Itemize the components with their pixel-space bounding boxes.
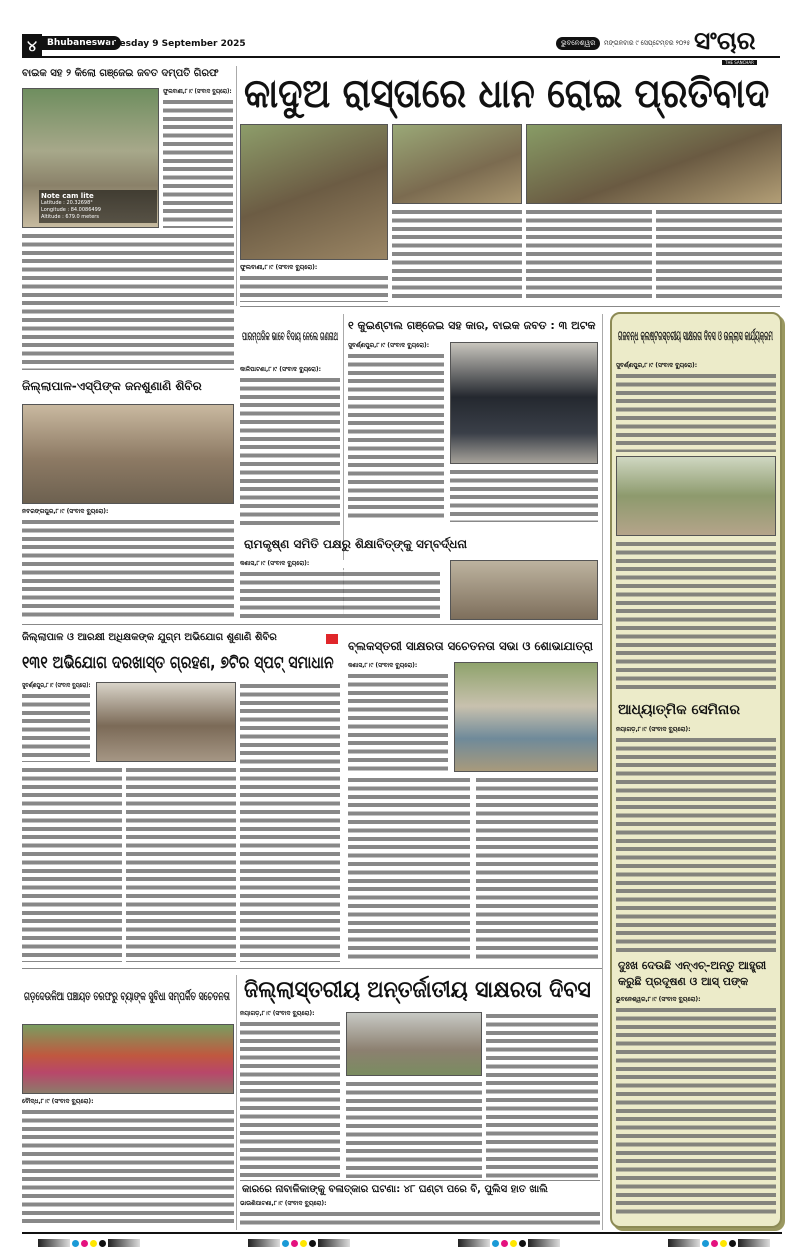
column-divider <box>236 975 237 1230</box>
red-marker <box>326 634 338 644</box>
photo-rally <box>454 662 598 772</box>
dateline: କଣାସ,୮।୯ (ସଂବାଦ ବ୍ୟୁରୋ): <box>348 662 448 670</box>
section-divider <box>240 306 780 307</box>
headline-block-literacy: ବ୍ଲକସ୍ତରୀ ସାକ୍ଷରତା ସଚେତନତା ସଭା ଓ ଶୋଭାଯାତ୍ରା <box>348 639 594 653</box>
city-badge: Bhubaneswar <box>42 36 121 50</box>
subhead-nh-pollution: କରୁଛି ପ୍ରଦୂଷଣ ଓ ଆସ୍ ପଙ୍କ <box>618 976 776 989</box>
headline-jan-shunani: ଜିଲ୍ଲାପାଳ-ଏସ୍‌ପିଙ୍କ ଜନଶୁଣାଣି ଶିବିର <box>22 379 202 393</box>
photo-bank-meeting <box>22 1024 234 1094</box>
article-body <box>22 692 90 762</box>
article-body <box>22 1108 234 1226</box>
kicker-joint-camp: ଜିଲ୍ଲାପାଳ ଓ ଆରକ୍ଷୀ ଅଧିକ୍ଷକଙ୍କ ଯୁଗ୍ମ ଅଭିଯୋଗ ଶୁଣାଣି ଶିବିର <box>22 632 277 643</box>
date-odia: ମଙ୍ଗଳବାର ୯ ସେପ୍ଟେମ୍ବର ୨୦୨୫ <box>604 39 691 47</box>
photo-car-seizure <box>450 342 598 464</box>
article-body <box>392 208 522 302</box>
headline-district-literacy: ଜିଲ୍ଲାସ୍ତରୀୟ ଅନ୍ତର୍ଜାତୀୟ ସାକ୍ଷରତା ଦିବସ <box>244 977 591 1003</box>
headline-ganja-couple: ବାଇକ ସହ ୨ କିଲୋ ଗଞ୍ଜେଇ ଜବତ ଦମ୍ପତି ଗିରଫ <box>22 68 219 79</box>
dateline: ବୌଦ୍ଧ,୮।୯ (ସଂବାଦ ବ୍ୟୁରୋ): <box>22 1098 234 1106</box>
dateline: ଭୁବନେଶ୍ୱର,୮।୯ (ସଂବାଦ ବ୍ୟୁରୋ): <box>616 996 776 1004</box>
article-body <box>240 682 340 962</box>
photo-jan-shunani <box>22 404 234 504</box>
city-badge-odia: ଭୁବନେଶ୍ୱର <box>556 37 600 50</box>
article-body <box>240 274 388 302</box>
headline-mud-road: କାଦୁଅ ରାସ୍ତାରେ ଧାନ ରୋଇ ପ୍ରତିବାଦ <box>244 71 770 117</box>
article-body <box>486 1012 598 1178</box>
masthead-tagline: THE SANCHAR <box>722 60 757 65</box>
dateline: ଭାଉଣିପାଟଣା,୮।୯ (ସଂବାଦ ବ୍ୟୁରୋ): <box>240 1200 600 1208</box>
article-body <box>240 376 340 526</box>
article-body <box>348 672 448 772</box>
headline-bank-awareness: ଗଡ଼ଦେଉଳିଆ ପଞ୍ଚାୟତ ତରଫରୁ ବ୍ୟାଙ୍କ ସୁବିଧା ସମ୍ପର୍କିତ ସଚେତନତା <box>24 989 230 1003</box>
photo-felicitation <box>450 560 598 620</box>
headline-nh-pollution: ଦୁଃଖ ଦେଉଛି ଏନ୍‌ଏଚ୍‌-ଅନ୍ତୁ ଆହ୍ତ୍ରୀ <box>618 960 776 973</box>
headline-quintal-ganja: ୧ କୁଇଣ୍ଟାଲ ଗଞ୍ଜେଇ ସହ କାର, ବାଇକ ଜବତ : ୩ ଅଟକ <box>348 319 596 332</box>
registration-marks <box>248 1238 358 1248</box>
article-body <box>616 372 776 452</box>
section-divider <box>22 968 602 969</box>
dateline: ନବରଙ୍ଗପୁର,୮।୯ (ସଂବାଦ ବ୍ୟୁରୋ): <box>22 508 234 516</box>
article-body <box>240 1210 600 1228</box>
article-body <box>348 776 470 962</box>
section-divider <box>22 624 602 625</box>
masthead-logo: ସଂଚାର <box>694 26 756 55</box>
article-body <box>163 98 233 228</box>
headline-seminar: ଆଧ୍ୟାତ୍ମିକ ସେମିନାର <box>618 702 776 718</box>
registration-marks <box>38 1238 148 1248</box>
note-cam-overlay: Note cam lite Latitude : 20.32698° Longitude : 84.0086499 Altitude : 679.0 meters <box>39 190 157 223</box>
article-body <box>450 468 598 522</box>
date-english: Tuesday 9 September 2025 <box>108 39 246 49</box>
dateline: ନୟାଗଡ଼,୮।୯ (ସଂବାଦ ବ୍ୟୁରୋ): <box>240 1010 340 1018</box>
article-body <box>476 776 598 962</box>
headline-ganesh: ପାରମ୍ପରିକ ଭାବେ ବିଦାୟ ନେଲେ ଗଣନାଥ <box>242 329 339 343</box>
headline-joint-camp: ୧୩୧ ଅଭିଯୋଗ ଦରଖାସ୍ତ ଗ୍ରହଣ, ୭ଟିର ସ୍ପଟ୍ ସମାଧାନ <box>22 653 334 673</box>
page-header <box>22 26 780 65</box>
article-body <box>616 736 776 954</box>
photo-protest-2 <box>392 124 522 204</box>
dateline: ସୁବର୍ଣ୍ଣପୁର,୮।୯ (ସଂବାଦ ବ୍ୟୁରୋ): <box>616 362 776 370</box>
article-body <box>348 352 444 522</box>
section-divider <box>240 1180 600 1181</box>
bottom-rule <box>22 1232 782 1234</box>
article-body <box>616 540 776 690</box>
dateline: ସୁବର୍ଣ୍ଣପୁର,୮।୯ (ସଂବାଦ ବ୍ୟୁରୋ): <box>348 342 444 350</box>
column-divider <box>343 314 344 614</box>
article-body <box>616 1006 776 1216</box>
registration-marks <box>458 1238 568 1248</box>
photo-protest-3 <box>526 124 782 204</box>
dateline: ଫୁଲବାଣୀ,୮।୯ (ସଂବାଦ ବ୍ୟୁରୋ): <box>163 88 232 95</box>
column-divider <box>602 314 603 1230</box>
article-body <box>22 518 234 620</box>
headline-ramakrishna: ରାମକୃଷ୍ଣ ସମିତି ପକ୍ଷରୁ ଶିକ୍ଷାବିତ୍‌ଙ୍କୁ ସମ୍ବର୍ଦ୍ଧନା <box>244 537 468 551</box>
article-body <box>126 766 236 962</box>
article-body <box>526 208 652 302</box>
dateline: ଫୁଲବାଣୀ,୮।୯ (ସଂବାଦ ବ୍ୟୁରୋ): <box>240 264 388 272</box>
photo-ganja-seizure <box>22 88 159 228</box>
dateline: କାଳିପାଟଣା,୮।୯ (ସଂବାଦ ବ୍ୟୁରୋ): <box>240 366 340 374</box>
dateline: ନୟାଗଡ଼,୮।୯ (ସଂବାଦ ବ୍ୟୁରୋ): <box>616 726 776 734</box>
article-body <box>22 766 122 962</box>
photo-literacy-day <box>346 1012 482 1076</box>
article-body <box>240 570 440 620</box>
article-body <box>346 1080 482 1178</box>
column-divider <box>236 66 237 306</box>
article-body <box>656 208 782 302</box>
photo-protest-1 <box>240 124 388 260</box>
dateline: ସୁବର୍ଣ୍ଣପୁର,୮।୯ (ସଂବାଦ ବ୍ୟୁରୋ): <box>22 682 91 689</box>
photo-literacy-event <box>616 456 776 536</box>
headline-minor-car: କାରରେ ନାବାଳିକାଙ୍କୁ ବଳାତ୍କାର ଘଟଣା: ୪୮ ଘଣ୍ଟା ପରେ ବି, ପୁଲିସ ହାତ ଖାଲି <box>242 1184 548 1195</box>
article-body <box>22 232 234 370</box>
photo-grievance-camp <box>96 682 236 762</box>
dateline: କଣାସ,୮।୯ (ସଂବାଦ ବ୍ୟୁରୋ): <box>240 560 440 568</box>
page-number: ୪ <box>22 34 42 58</box>
headline-gajabandha: ଗଜବନ୍ଧ କ୍ଲଷ୍ଟରସ୍ତରୀୟ ସାକ୍ଷରତା ଦିବସ ଓ ଉଲ୍ଲାସ କାର୍ଯ୍ୟକ୍ରମ <box>618 330 776 345</box>
article-body <box>240 1020 340 1178</box>
registration-marks <box>668 1238 778 1248</box>
